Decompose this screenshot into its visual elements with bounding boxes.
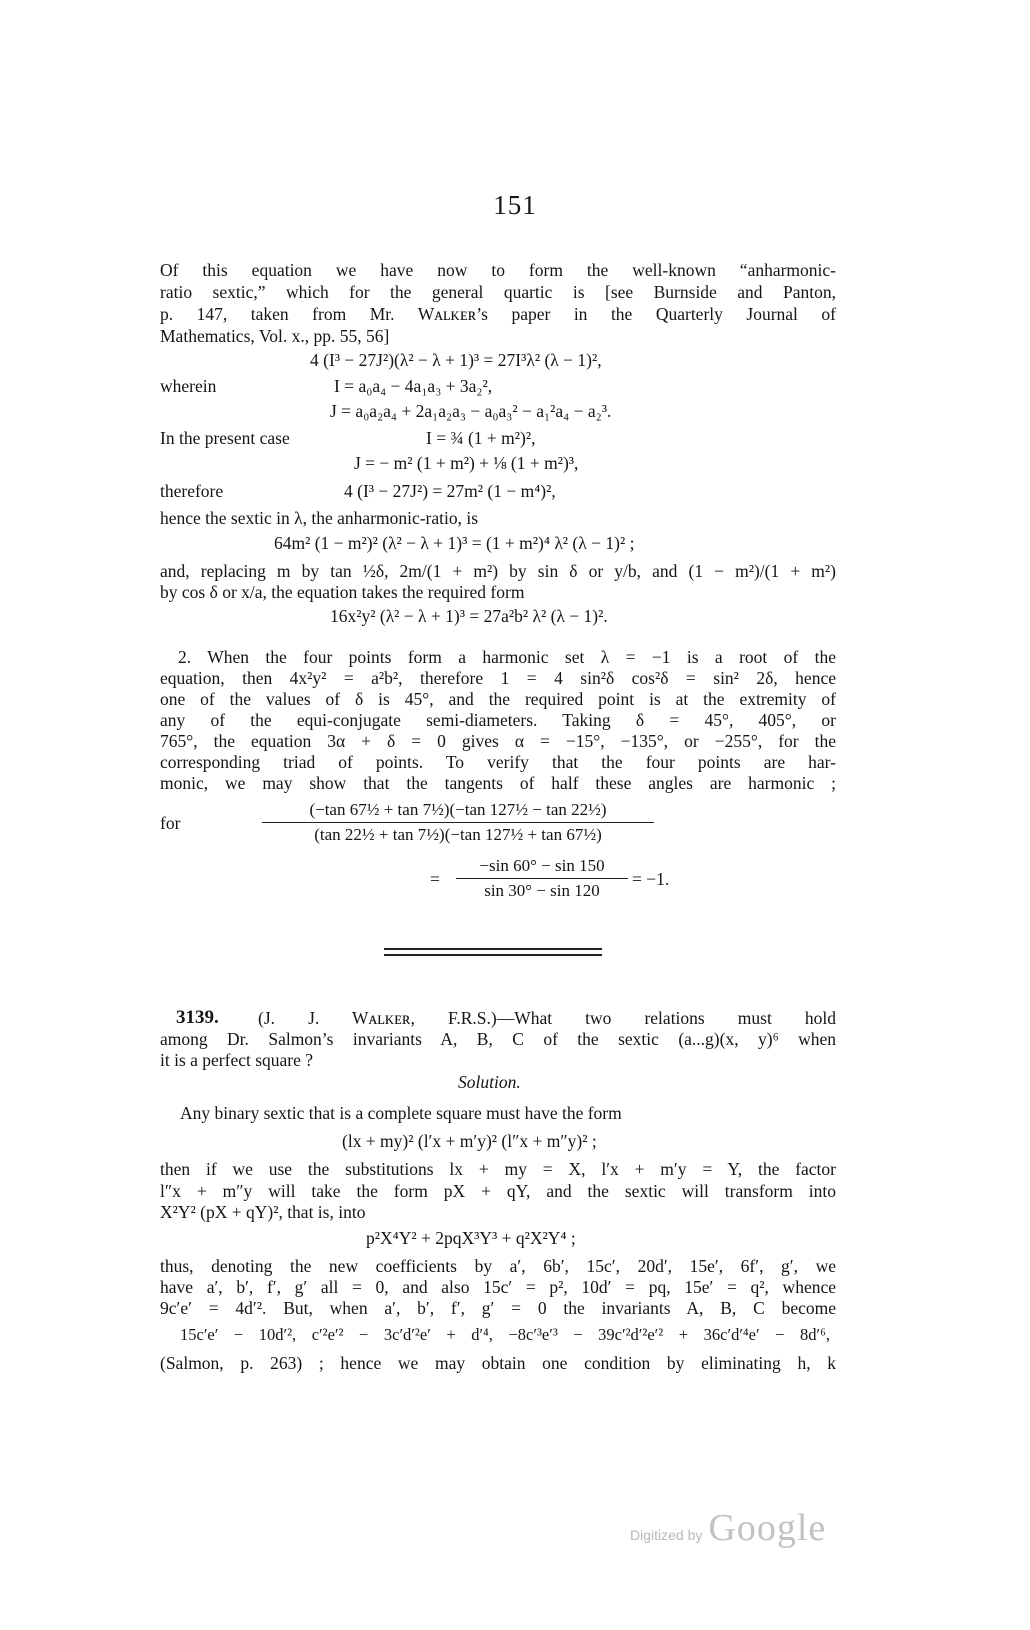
equation: (lx + my)² (l′x + m′y)² (l″x + m″y)² ; [342, 1131, 597, 1151]
fraction-result: = −1. [632, 869, 670, 889]
text-line: monic, we may show that the tangents of half these angles are harmonic ; [160, 773, 836, 793]
equation: J = a₀a₂a₄ + 2a₁a₂a₃ − a₀a₃² − a₁²a₄ − a₂³. [330, 401, 612, 421]
question-line: among Dr. Salmon’s invariants A, B, C of the sextic (a...g)(x, y)⁶ when [160, 1029, 836, 1049]
question-number: 3139. [176, 1007, 219, 1028]
text-line: thus, denoting the new coefficients by a′, 6b′, 15c′, 20d′, 15e′, 6f′, g′, we [160, 1256, 836, 1276]
equation-label: wherein [160, 376, 217, 396]
equation: I = ¾ (1 + m²)², [426, 428, 536, 448]
equation-label: therefore [160, 481, 224, 501]
equation: 4 (I³ − 27J²)(λ² − λ + 1)³ = 27I³λ² (λ − 1)², [310, 350, 602, 370]
question-line: it is a perfect square ? [160, 1050, 314, 1070]
equals-sign: = [430, 869, 440, 889]
fraction-1-denominator: (tan 22½ + tan 7½)(−tan 127½ + tan 67½) [314, 825, 602, 844]
solution-heading: Solution. [458, 1072, 521, 1092]
fraction-2-numerator: −sin 60° − sin 150 [456, 856, 628, 879]
fraction-1 [262, 800, 654, 845]
text-line: (Salmon, p. 263) ; hence we may obtain one condition by eliminating h, k [160, 1353, 836, 1373]
text-line: then if we use the substitutions lx + my = X, l′x + m′y = Y, the factor [160, 1159, 836, 1179]
text-line: by cos δ or x/a, the equation takes the required form [160, 582, 525, 602]
text-line: corresponding triad of points. To verify that the four points are har- [160, 752, 836, 772]
text-line: and, replacing m by tan ½δ, 2m/(1 + m²) by sin δ or y/b, and (1 − m²)/(1 + m²) [160, 561, 836, 581]
divider-rule [384, 954, 602, 956]
digitized-watermark [630, 1506, 826, 1550]
text-line: equation, then 4x²y² = a²b², therefore 1 = 4 sin²δ cos²δ = sin² 2δ, hence [160, 668, 836, 688]
question-line: (J. J. Wᴀʟᴋᴇʀ, F.R.S.)—What two relations must hold [258, 1008, 836, 1028]
divider-rule [384, 948, 602, 950]
fraction-2 [456, 856, 628, 901]
text-line: 765°, the equation 3α + δ = 0 gives α = −15°, −135°, or −255°, for the [160, 731, 836, 751]
text-line: Of this equation we have now to form the well-known “anharmonic- [160, 260, 836, 280]
text-line: ratio sextic,” which for the general quartic is [see Burnside and Panton, [160, 282, 836, 302]
google-logo: Google [708, 1507, 827, 1549]
text-line: Mathematics, Vol. x., pp. 55, 56] [160, 326, 390, 346]
text-line: one of the values of δ is 45°, and the required point is at the extremity of [160, 689, 836, 709]
page-number: 151 [493, 190, 537, 220]
text-line: p. 147, taken from Mr. Wᴀʟᴋᴇʀ’s paper in the Quarterly Journal of [160, 304, 836, 324]
text-line: X²Y² (pX + qY)², that is, into [160, 1202, 366, 1222]
text-line: 9c′e′ = 4d′². But, when a′, b′, f′, g′ = 0 the invariants A, B, C become [160, 1298, 836, 1318]
equation: 4 (I³ − 27J²) = 27m² (1 − m⁴)², [344, 481, 556, 501]
equation: 64m² (1 − m²)² (λ² − λ + 1)³ = (1 + m²)⁴ λ² (λ − 1)² ; [274, 533, 635, 553]
fraction-2-denominator: sin 30° − sin 120 [484, 881, 600, 900]
watermark-prefix: Digitized by [630, 1527, 703, 1543]
text-line: have a′, b′, f′, g′ all = 0, and also 15c′ = p², 10d′ = pq, 15e′ = q², whence [160, 1277, 836, 1297]
equation: 16x²y² (λ² − λ + 1)³ = 27a²b² λ² (λ − 1)². [330, 606, 608, 626]
equation: p²X⁴Y² + 2pqX³Y³ + q²X²Y⁴ ; [366, 1228, 576, 1248]
equation: I = a₀a₄ − 4a₁a₃ + 3a₂², [334, 376, 493, 396]
text-line: any of the equi-conjugate semi-diameters. Taking δ = 45°, 405°, or [160, 710, 836, 730]
fraction-1-numerator: (−tan 67½ + tan 7½)(−tan 127½ − tan 22½) [262, 800, 654, 823]
text-line: hence the sextic in λ, the anharmonic-ratio, is [160, 508, 479, 528]
equation: 15c′e′ − 10d′², c′²e′² − 3c′d′²e′ + d′⁴, −8c′³e′³ − 39c′²d′²e′² + 36c′d′⁴e′ − 8d′⁶, [180, 1325, 830, 1344]
for-label: for [160, 813, 181, 833]
text-line: l″x + m″y will take the form pX + qY, and the sextic will transform into [160, 1181, 836, 1201]
equation: J = − m² (1 + m²) + ⅛ (1 + m²)³, [354, 453, 579, 473]
text-line: 2. When the four points form a harmonic set λ = −1 is a root of the [178, 647, 836, 667]
equation-label: In the present case [160, 428, 290, 448]
text-line: Any binary sextic that is a complete square must have the form [180, 1103, 622, 1123]
